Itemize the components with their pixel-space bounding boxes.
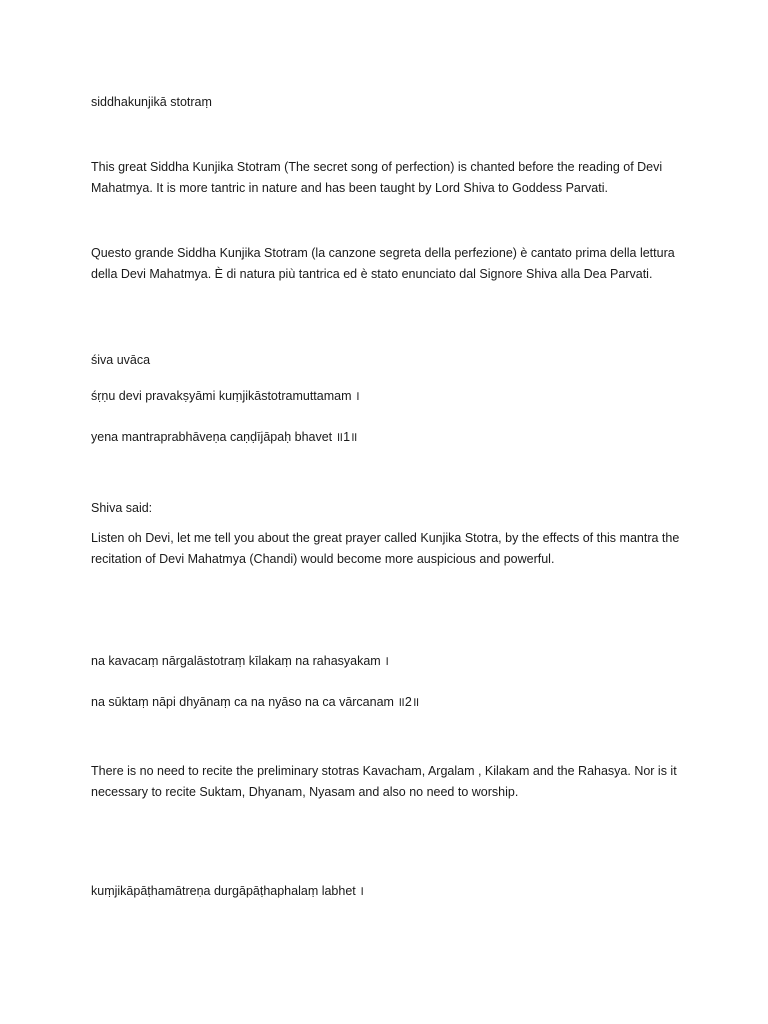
verse-2-translation: There is no need to recite the preliminary stotras Kavacham, Argalam , Kilakam and the Rahasya. Nor is it necessary to recite Suktam, Dhyanam, Nyasam and also no need to worship. <box>91 764 677 799</box>
verse-1-line-2: yena mantraprabhāveṇa caṇḍījāpaḥ bhavet ॥1॥ <box>91 430 358 444</box>
verse-2-line-1: na kavacaṃ nārgalāstotraṃ kīlakaṃ na rahasyakam । <box>91 654 389 668</box>
verse-1-translation: Listen oh Devi, let me tell you about the great prayer called Kunjika Stotra, by the effects of this mantra the recitation of Devi Mahatmya (Chandi) would become more auspicious and powerful. <box>91 531 680 566</box>
verse-2-line-2: na sūktaṃ nāpi dhyānaṃ ca na nyāso na ca vārcanam ॥2॥ <box>91 695 420 709</box>
document-title: siddhakunjikā stotraṃ <box>91 95 212 109</box>
speaker-heading-english: Shiva said: <box>91 501 153 515</box>
verse-1-line-1: śṛṇu devi pravakṣyāmi kuṃjikāstotramuttamam । <box>91 389 360 403</box>
speaker-heading-sanskrit: śiva uvāca <box>91 353 151 367</box>
intro-italian-paragraph: Questo grande Siddha Kunjika Stotram (la canzone segreta della perfezione) è cantato prima della lettura della Devi Mahatmya. È di natura più tantrica ed è stato enunciato dal Signore Shiva alla Dea Parvati. <box>91 246 675 281</box>
verse-3-line-1: kuṃjikāpāṭhamātreṇa durgāpāṭhaphalaṃ labhet । <box>91 884 364 898</box>
intro-english-paragraph: This great Siddha Kunjika Stotram (The secret song of perfection) is chanted before the reading of Devi Mahatmya. It is more tantric in nature and has been taught by Lord Shiva to Goddess Parvati. <box>91 160 663 195</box>
